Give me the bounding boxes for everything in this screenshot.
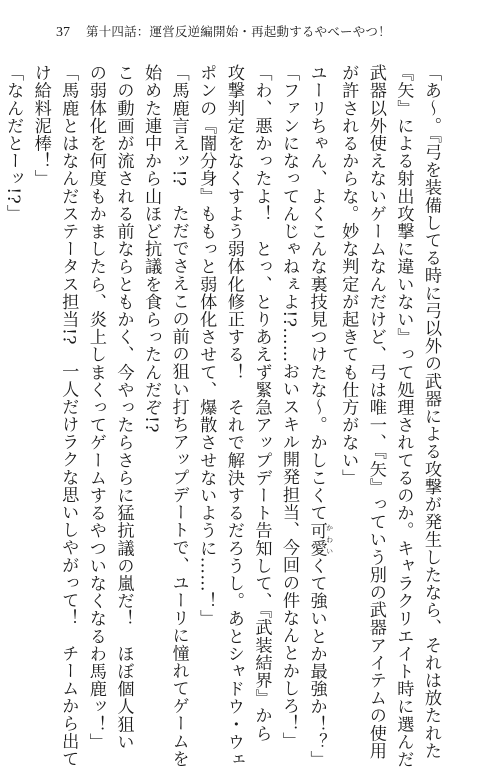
page-number: 37 xyxy=(56,25,70,40)
text-line: 「ファンになってんじゃねぇよ!?……おいスキル開発担当、今回の件なんとかしろ！」 xyxy=(279,64,300,750)
vertical-body-text xyxy=(3,64,444,768)
text-line: 「なんだとーッ!?」 xyxy=(3,64,24,222)
ruby-annotation: 可愛 かわい xyxy=(306,521,334,557)
text-line: 「馬鹿言えッ!? ただでさえこの前の狙い打ちアップデートで、ユーリに憧れてゲームを xyxy=(168,64,189,768)
text-line: 始めた連中から山ほど抗議を食らったんだぞ!? xyxy=(141,64,162,433)
text-line: の弱体化を何度もかましたら、炎上しまくってゲームするやついなくなるわ馬鹿ッ！」 xyxy=(85,64,106,751)
text-line: 「馬鹿とはなんだステータス担当!? 一人だけラクな思いしやがって！ チームから出て xyxy=(58,64,79,768)
text-line: ポンの『闇分身』ももっと弱体化させて、爆散させないように……！」 xyxy=(196,64,217,628)
ruby-reading: かわい xyxy=(325,521,334,557)
text-line: が許されるからな。妙な判定が起きても仕方がない」 xyxy=(338,64,359,487)
text-line: 『矢』による射出攻撃に違いない』って処理されてるのか。キャラクリエイト時に選んだ xyxy=(393,64,414,768)
text-line: ユーリちゃん、よくこんな裏技見つけたな〜。かしこくて可愛 かわいくて強いとか最強か！？」 xyxy=(306,64,334,768)
text-line: この動画が流される前ならともかく、今やったらさらに猛抗議の嵐だ！ ほぼ個人狙い xyxy=(113,64,134,751)
text-line: 「わ、悪かったよ！ とっ、とりあえず緊急アップデート告知して、『武装結界』から xyxy=(251,64,272,742)
text-line: け給料泥棒！」 xyxy=(30,64,51,188)
text-line: 攻撃判定をなくすよう弱体化修正する！ それで解決するだろうし。あとシャドウ・ウェ xyxy=(223,64,244,768)
page-header xyxy=(56,22,391,42)
text-line: 武器以外使えないゲームなんだけど、弓は唯一、『矢』っていう別の武器アイテムの使用 xyxy=(365,64,386,760)
chapter-title: 第十四話：運営反逆編開始・再起動するやべーやつ！ xyxy=(86,24,391,39)
text-line: 「あ〜。『弓を装備してる時に弓以外の武器による攻撃が発生したなら、それは放たれた xyxy=(421,64,441,760)
